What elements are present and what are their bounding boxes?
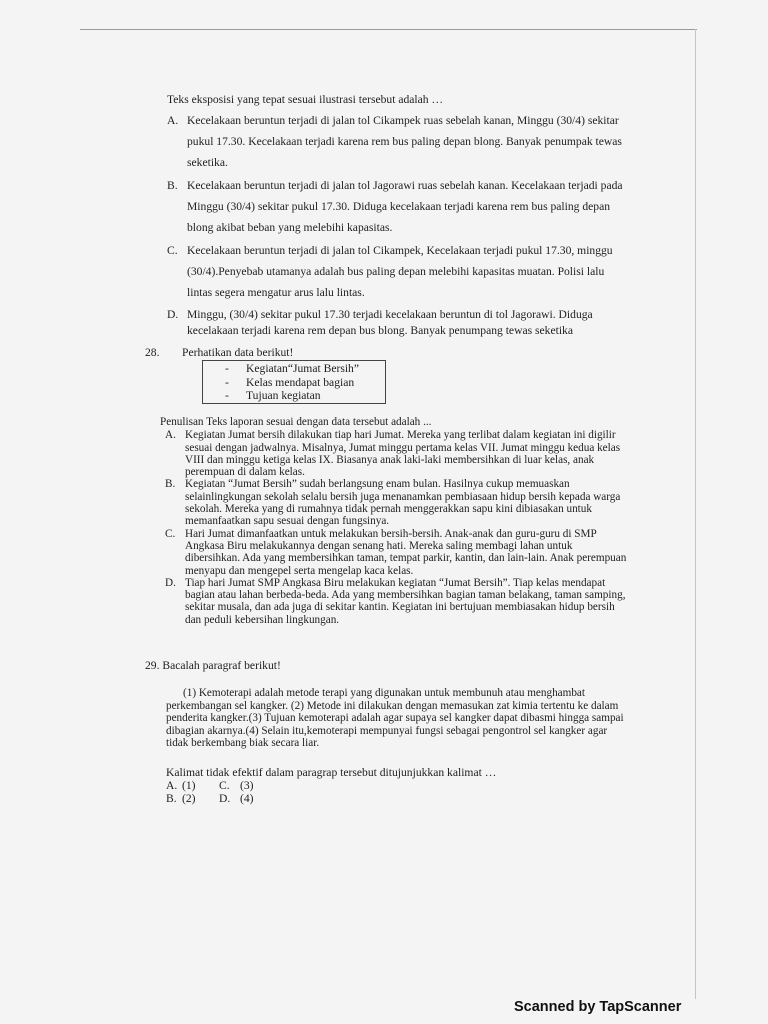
question-27-option-a: [167, 110, 632, 173]
option-letter: D.: [165, 576, 176, 589]
question-28-stem: Penulisan Teks laporan sesuai dengan data tersebut adalah ...: [160, 416, 432, 428]
page-right-edge: [695, 29, 696, 999]
option-text: Kegiatan Jumat bersih dilakukan tiap hari Jumat. Mereka yang terlibat dalam kegiatan ini digilir sesuai dengan jadwalnya. Misalnya, Jumat minggu pertama kelas VII. Jumat minggu kedua kelas VIII dan minggu ketiga kelas IX. Biasanya anak laki-laki membersihkan di luar kelas, anak perempuan di dalam kelas.: [185, 429, 621, 479]
question-27-option-c: [167, 240, 632, 303]
scanner-watermark: Scanned by TapScanner: [514, 999, 682, 1015]
option-letter: B.: [165, 478, 176, 491]
answer-a: A. (1): [166, 779, 196, 792]
question-27-option-d: [167, 307, 632, 339]
option-text: Kecelakaan beruntun terjadi di jalan tol Cikampek, Kecelakaan terjadi pukul 17.30, minggu (30/4).Penyebab utamanya adalah bus paling depan melebihi kapasitas muatan. Polisi lalu lintas segera mengatur arus lalu lintas.: [187, 244, 613, 300]
question-28-option-d: [165, 577, 630, 626]
option-letter: C.: [165, 527, 176, 540]
question-27-option-b: [167, 175, 632, 238]
question-28: [160, 416, 630, 626]
data-box-item: - Kegiatan“Jumat Bersih”: [225, 362, 359, 375]
question-27-stem: Teks eksposisi yang tepat sesuai ilustrasi tersebut adalah …: [167, 93, 444, 106]
option-text: Minggu, (30/4) sekitar pukul 17.30 terjadi kecelakaan beruntun di tol Jagorawi. Diduga kecelakaan terjadi karena rem depan bus blong. Banyak penumpang tewas seketika: [187, 308, 593, 338]
option-letter: B.: [167, 179, 178, 193]
question-29-paragraph: (1) Kemoterapi adalah metode terapi yang digunakan untuk membunuh atau menghambat perkembangan sel kangker. (2) Metode ini dilakukan dengan memasukan zat kimia tertentu ke dalam penderita kangker.(3) Tujuan kemoterapi adalah agar supaya sel kangker dapat dibasmi hingga sampai dibagian akarnya.(4) Selain itu,kemoterapi mempunyai fungsi sebagai pengontrol sel kangker agar tidak berkembang biak secara liar.: [166, 687, 624, 750]
question-29-stem: Kalimat tidak efektif dalam paragrap tersebut ditujunjukkan kalimat …: [166, 766, 497, 779]
question-28-option-a: [165, 429, 630, 478]
option-letter: D.: [167, 308, 179, 322]
answer-d: D. (4): [219, 792, 254, 805]
answer-b: B. (2): [166, 792, 196, 805]
answer-c: C. (3): [219, 779, 254, 792]
question-28-intro: Perhatikan data berikut!: [182, 346, 294, 359]
question-28-option-c: [165, 528, 630, 577]
data-box-item: - Kelas mendapat bagian: [225, 375, 355, 389]
question-28-option-b: [165, 478, 630, 527]
option-text: Kegiatan “Jumat Bersih” sudah berlangsung enam bulan. Hasilnya cukup memuaskan selainlingkungan sekolah selalu bersih juga menanamkan pembiasaan hidup bersih kepada warga sekolah. Mereka yang di rumahnya tidak pernah menggerakkan sapu kini dibiasakan untuk memanfaatkan sapu sesuai dengan fungsinya.: [185, 478, 621, 528]
option-text: Tiap hari Jumat SMP Angkasa Biru melakukan kegiatan “Jumat Bersih”. Tiap kelas mendapat bagian atau lahan berbeda-beda. Ada yang membersihkan bagian taman belakang, taman samping, sekitar musala, dan ada juga di sekitar kantin. Kegiatan ini bertujuan membiasakan hidup bersih dan peduli kebersihan lingkungan.: [185, 576, 626, 626]
option-text: Hari Jumat dimanfaatkan untuk melakukan bersih-bersih. Anak-anak dan guru-guru di SMP Angkasa Biru melakukannya dengan senang hati. Mereka saling membagi lahan untuk dibersihkan. Ada yang membersihkan taman, tempat parkir, kantin, dan lain-lain. Anak perempuan menyapu dan mengepel serta mengelap kaca kelas.: [185, 527, 627, 577]
option-text: Kecelakaan beruntun terjadi di jalan tol Jagorawi ruas sebelah kanan. Kecelakaan terjadi pada Minggu (30/4) sekitar pukul 17.30. Diduga kecelakaan terjadi karena rem bus paling depan blong akibat beban yang melebihi kapasitas.: [187, 179, 623, 235]
question-27: [167, 93, 632, 339]
data-box-item: - Tujuan kegiatan: [225, 389, 321, 403]
data-box: [202, 360, 386, 404]
question-28-number: 28.: [145, 346, 160, 359]
page-top-edge: [80, 29, 697, 30]
option-letter: A.: [165, 429, 176, 442]
option-letter: C.: [167, 244, 178, 258]
question-29-heading: 29. Bacalah paragraf berikut!: [145, 659, 281, 672]
option-letter: A.: [167, 114, 179, 128]
option-text: Kecelakaan beruntun terjadi di jalan tol Cikampek ruas sebelah kanan, Minggu (30/4) sekitar pukul 17.30. Kecelakaan terjadi karena rem bus paling depan blong. Banyak penumpak tewas seketika.: [187, 114, 622, 170]
